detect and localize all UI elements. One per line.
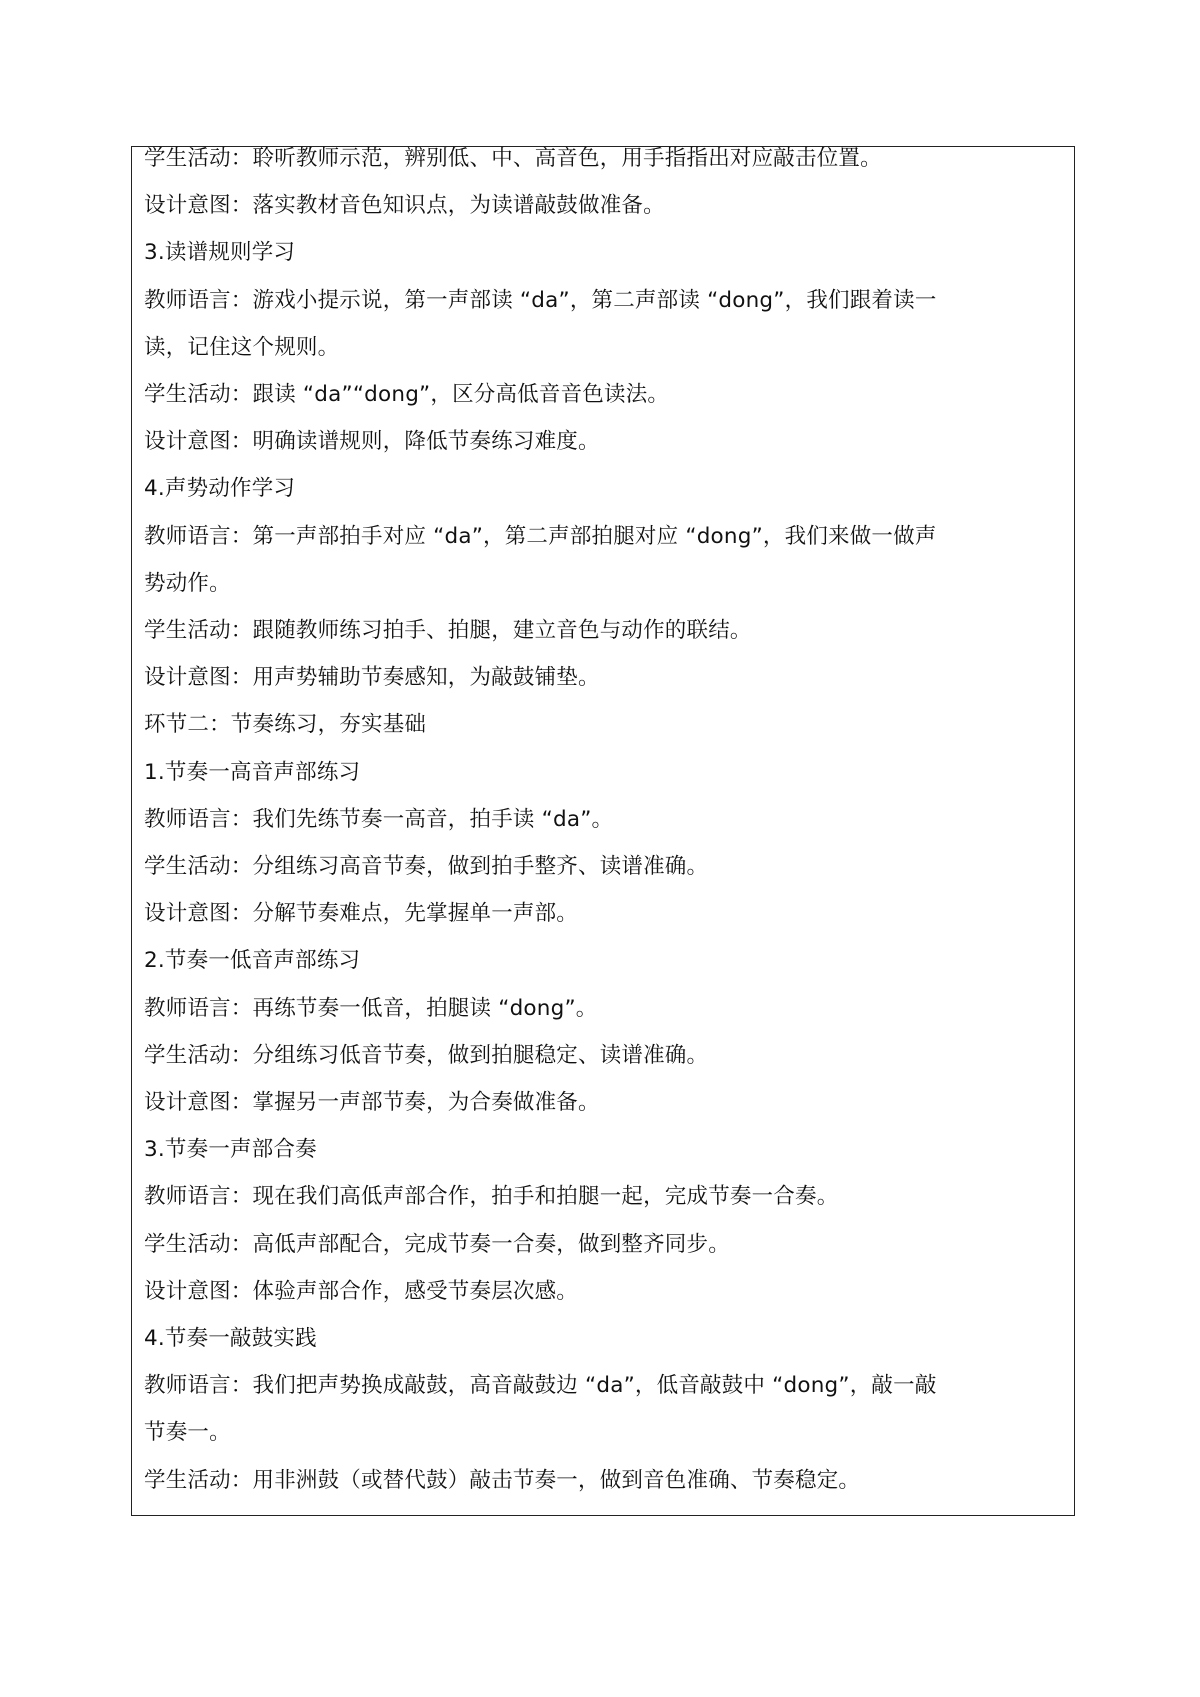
text-line: 设计意图：分解节奏难点，先掌握单一声部。 [144, 901, 579, 927]
text-line: 学生活动：聆听教师示范，辨别低、中、高音色，用手指指出对应敲击位置。 [144, 146, 882, 171]
text-line: 设计意图：明确读谱规则，降低节奏练习难度。 [144, 429, 600, 455]
text-line: 学生活动：分组练习低音节奏，做到拍腿稳定、读谱准确。 [144, 1042, 709, 1068]
text-line: 设计意图：用声势辅助节奏感知，为敲鼓铺垫。 [144, 665, 600, 691]
text-line: 教师语言：我们把声势换成敲鼓，高音敲鼓边 “da”，低音敲鼓中 “dong”，敲一敲 [144, 1373, 937, 1399]
section-heading: 3.读谱规则学习 [144, 240, 296, 266]
text-line: 学生活动：分组练习高音节奏，做到拍手整齐、读谱准确。 [144, 854, 709, 880]
text-line: 设计意图：掌握另一声部节奏，为合奏做准备。 [144, 1090, 600, 1116]
stage-heading: 环节二：节奏练习，夯实基础 [144, 712, 427, 738]
text-line: 读，记住这个规则。 [144, 334, 340, 360]
text-line: 教师语言：游戏小提示说，第一声部读 “da”，第二声部读 “dong”，我们跟着读一 [144, 287, 937, 313]
text-line: 教师语言：现在我们高低声部合作，拍手和拍腿一起，完成节奏一合奏。 [144, 1184, 839, 1210]
lesson-plan-table-cell [131, 146, 1075, 1516]
text-line: 设计意图：体验声部合作，感受节奏层次感。 [144, 1278, 579, 1304]
section-heading: 1.节奏一高音声部练习 [144, 759, 361, 785]
text-line: 学生活动：跟随教师练习拍手、拍腿，建立音色与动作的联结。 [144, 618, 752, 644]
section-heading: 2.节奏一低音声部练习 [144, 948, 361, 974]
text-line: 学生活动：用非洲鼓（或替代鼓）敲击节奏一，做到音色准确、节奏稳定。 [144, 1467, 861, 1493]
section-heading: 4.声势动作学习 [144, 476, 296, 502]
section-heading: 3.节奏一声部合奏 [144, 1137, 317, 1163]
text-line: 节奏一。 [144, 1420, 231, 1446]
text-line: 学生活动：高低声部配合，完成节奏一合奏，做到整齐同步。 [144, 1231, 730, 1257]
text-line: 学生活动：跟读 “da”“dong”，区分高低音音色读法。 [144, 382, 670, 408]
text-line: 教师语言：第一声部拍手对应 “da”，第二声部拍腿对应 “dong”，我们来做一做声 [144, 523, 937, 549]
text-line: 设计意图：落实教材音色知识点，为读谱敲鼓做准备。 [144, 193, 665, 219]
section-heading: 4.节奏一敲鼓实践 [144, 1326, 317, 1352]
text-line: 教师语言：我们先练节奏一高音，拍手读 “da”。 [144, 806, 614, 832]
text-line: 教师语言：再练节奏一低音，拍腿读 “dong”。 [144, 995, 598, 1021]
text-line: 势动作。 [144, 570, 231, 596]
